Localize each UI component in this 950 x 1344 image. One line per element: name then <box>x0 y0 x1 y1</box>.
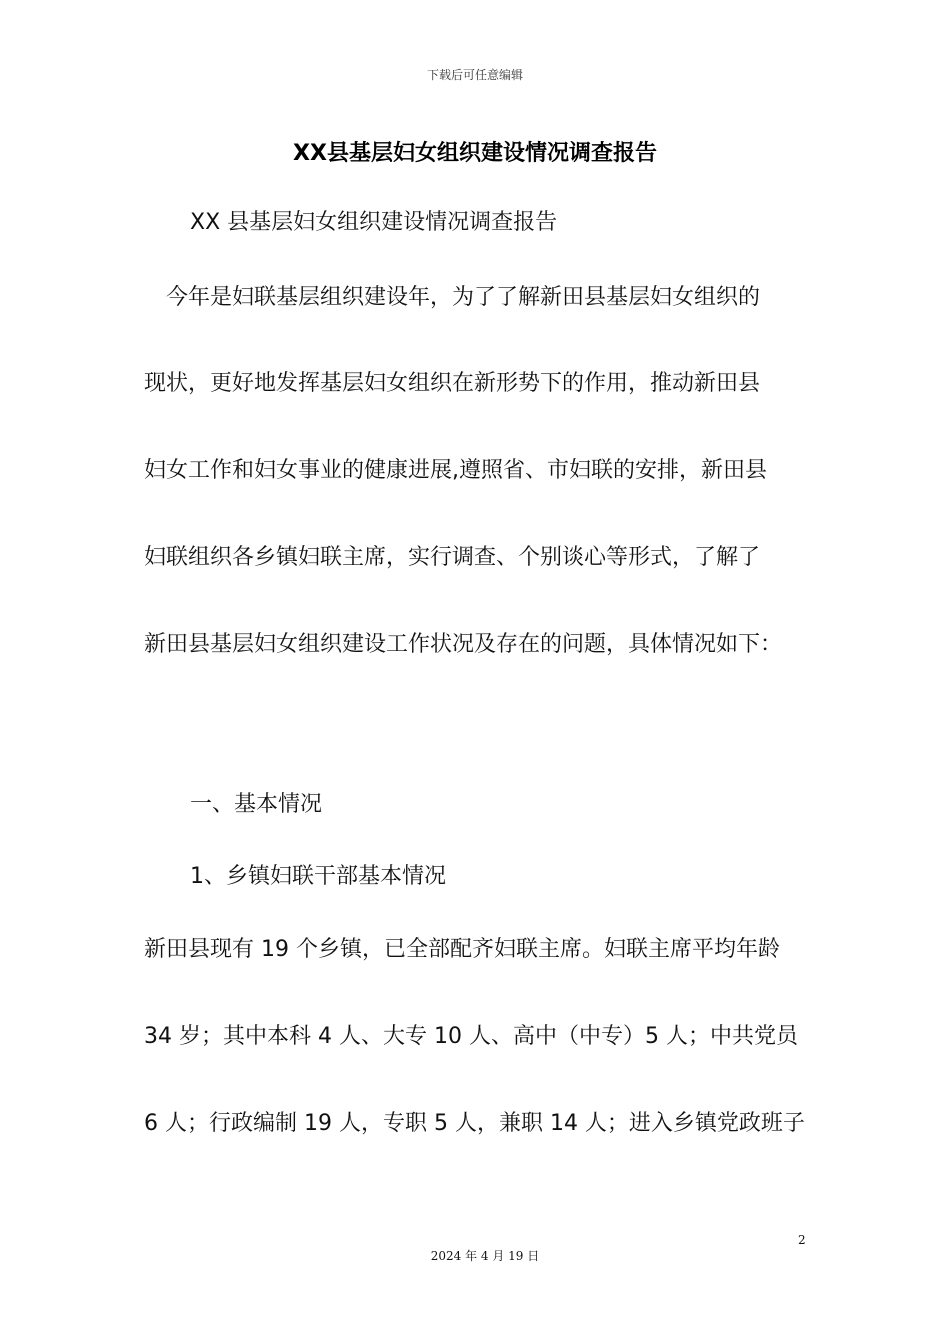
intro-line-1: 今年是妇联基层组织建设年，为了了解新田县基层妇女组织的 <box>166 285 761 310</box>
page-header-note: 下载后可任意编辑 <box>426 68 523 82</box>
intro-line-2: 现状，更好地发挥基层妇女组织在新形势下的作用，推动新田县 <box>144 371 761 396</box>
body-line-2: 34 岁；其中本科 4 人、大专 10 人、高中（中专）5 人；中共党员 <box>144 1024 798 1049</box>
page-footer-date: 2024 年 4 月 19 日 <box>430 1249 540 1263</box>
intro-line-4: 妇联组织各乡镇妇联主席，实行调查、个别谈心等形式，了解了 <box>144 545 761 570</box>
section-heading: 一、基本情况 <box>190 792 323 817</box>
subsection-heading: 1、乡镇妇联干部基本情况 <box>190 864 446 889</box>
intro-line-5: 新田县基层妇女组织建设工作状况及存在的问题，具体情况如下： <box>144 632 783 657</box>
document-subtitle: XX 县基层妇女组织建设情况调查报告 <box>190 210 558 235</box>
page-number: 2 <box>798 1233 806 1247</box>
document-title: XX县基层妇女组织建设情况调查报告 <box>293 141 657 166</box>
body-line-1: 新田县现有 19 个乡镇，已全部配齐妇联主席。妇联主席平均年龄 <box>144 937 780 962</box>
intro-line-3: 妇女工作和妇女事业的健康进展,遵照省、市妇联的安排，新田县 <box>144 458 767 483</box>
body-line-3: 6 人；行政编制 19 人，专职 5 人，兼职 14 人；进入乡镇党政班子 <box>144 1111 805 1136</box>
